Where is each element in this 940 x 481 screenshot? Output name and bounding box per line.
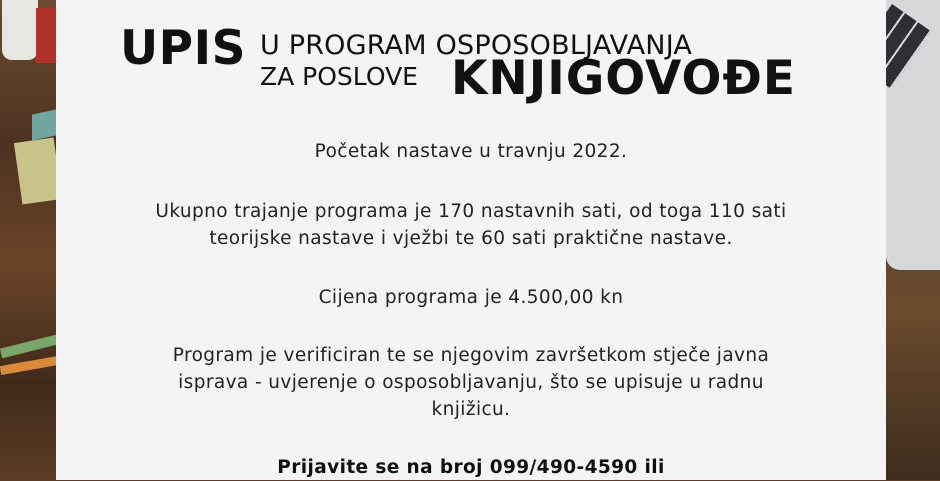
verified-line: knjižicu. [431,399,511,420]
toy-car-image [2,0,38,60]
pencil-image [0,332,56,359]
laptop-image [886,0,940,270]
title-line1: U PROGRAM OSPOSOBLJAVANJA [260,30,693,61]
page-title [120,18,840,106]
keyboard-image [886,4,931,89]
price-paragraph [56,284,886,311]
duration-paragraph [56,198,886,252]
pencil-image [0,354,56,375]
title-knjigovodje: KNJIGOVOĐE [451,51,796,106]
duration-line: teorijske nastave i vježbi te 60 sati praktične nastave. [209,228,733,249]
title-line2: ZA POSLOVE [260,62,418,91]
start-paragraph [56,138,886,165]
notepad-image [14,138,56,205]
background-desk-left [0,0,56,480]
price-text: Cijena programa je 4.500,00 kn [318,287,624,308]
title-upis: UPIS [120,21,246,76]
start-text: Početak nastave u travnju 2022. [314,141,628,162]
verified-line: isprava - uvjerenje o osposobljavanju, što se upisuje u radnu [178,372,764,393]
verified-line: Program je verificiran te se njegovim završetkom stječe javna [172,345,770,366]
background-desk-right [886,0,940,480]
teal-object-image [32,109,56,140]
apply-text: Prijavite se na broj 099/490-4590 ili [277,457,665,478]
red-object-image [36,8,56,63]
duration-line: Ukupno trajanje programa je 170 nastavnih sati, od toga 110 sati [155,201,787,222]
apply-paragraph [56,454,886,481]
verified-paragraph [56,342,886,423]
